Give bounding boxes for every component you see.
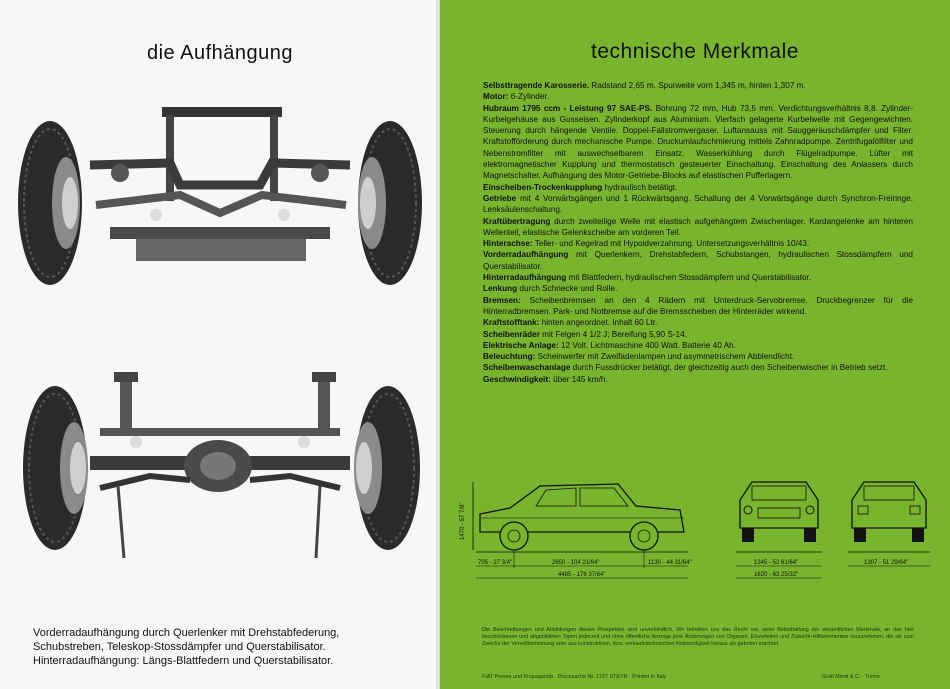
dim-front-track: 1345 - 52 61/64" <box>754 560 799 566</box>
spec-heading: Hinterachse: <box>483 239 533 249</box>
spec-paragraph <box>483 329 913 340</box>
caption-line: Schubstreben, Teleskop-Stossdämpfer und Querstabilisator. <box>33 641 326 653</box>
spec-paragraph <box>483 362 913 373</box>
spec-body: 6-Zylinder. <box>508 92 549 102</box>
caption-line: Hinterradaufhängung: Längs-Blattfedern und Querstabilisator. <box>33 655 334 667</box>
spec-paragraph <box>483 182 913 193</box>
spec-paragraph <box>483 351 913 362</box>
left-page-title: die Aufhängung <box>146 42 294 64</box>
spec-heading: Kraftstofftank: <box>483 318 540 328</box>
spec-body: hinten angeordnet. Inhalt 60 Ltr. <box>539 318 658 328</box>
dim-front-overhang: 705 - 27 3/4" <box>478 560 513 566</box>
spec-body: mit Blattfedern, hydraulischen Stossdämpfern und Querstabilisator. <box>566 273 812 283</box>
spec-heading: Bremsen: <box>483 295 521 305</box>
spec-heading: Lenkung <box>483 284 518 294</box>
spec-heading: Einscheiben-Trockenkupplung <box>483 182 603 192</box>
spec-paragraph <box>483 193 913 216</box>
spec-body: durch Fussdrücker betätigt, der gleichzeitig auch den Scheibenwischer in Betrieb setzt. <box>570 363 888 373</box>
spec-body: hydraulisch betätigt. <box>602 182 678 192</box>
spec-heading: Scheibenräder <box>483 329 540 339</box>
spec-heading: Elektrische Anlage: <box>483 340 559 350</box>
spec-heading: Getriebe <box>483 193 517 203</box>
spec-body: Bohrung 72 mm, Hub 73,5 mm. Verdichtungsverhältnis 8,8. Zylinder-Kurbelgehäuse aus Gusseisen. Zylinderkopf aus Aluminium. Vierfach gelagerte Kurbelwelle mit Gegengewichten. Steuerung durch hängende Ventile. Doppel-Fallstromvergaser. Luftansauss mit Sauggeräuschdämpfer und Filter. Kraftstofförderung durch mechanische Pumpe. Druckumlaufschmierung mittels Zahnradpumpe. Zentrifugalölfilter und Nebenstromfilter mit auswechselbarem Einsatz. Wasserkühlung durch Flügelradpumpe. Lüfter mit elektromagnetischer Kupplung und thermostatisch gesteuerter Einschaltung. Einschaltung des Anlassers durch Magnetschalter. Aufhängung des Motor-Getriebe-Blocks auf elastischen Pufferlagern. <box>483 103 914 181</box>
dimension-drawings <box>440 470 950 610</box>
spec-heading: Selbsttragende Karosserie. <box>483 81 590 90</box>
disclaimer-text: Die Beschreibungen und Abbildungen dieses Prospektes sind unverbindlich. Wir behalten uns das Recht vor, unter Beibehaltung der wesentlichen Merkmale, an den hier beschriebenen und abgebildeten Typen jederzeit und ohne öffentliche Anzeige jene Änderungen von Organen, Einzelteilen und Zubehör-Hilfselementen vorzunehmen, die sie zum Zwecke der Vervollkommnung oder aus konstruktiven, bzw. verkaufstechnischen Notwendigkeit heraus als geboten erachtet. <box>482 627 914 648</box>
spec-heading: Beleuchtung: <box>483 352 536 362</box>
spec-heading: Hinterradaufhängung <box>483 273 567 283</box>
dim-front-width: 1620 - 63 25/32" <box>754 572 799 578</box>
dim-rear-overhang: 1130 - 44 31/64" <box>648 560 692 566</box>
left-page <box>0 0 440 689</box>
right-page-title: technische Merkmale <box>591 40 799 63</box>
spec-paragraph <box>483 249 913 272</box>
print-credit: FIAT Presse und Propaganda · Drucksache Nr. 1727 STEYR · Printed in Italy <box>482 674 667 680</box>
spec-heading: Kraftübertragung <box>483 216 551 226</box>
spec-heading: Vorderradaufhängung <box>483 250 569 260</box>
spec-body: Radstand 2,65 m. Spurweite vorn 1,345 m, hinten 1,307 m. <box>589 81 806 90</box>
spec-body: mit Querlenkern, Drehstabfedern, Schubstangen, hydraulischen Stossdämpfern und Querstabilisator. <box>483 250 913 271</box>
spec-body: mit Felgen 4 1/2 J; Bereifung 5,90 S-14. <box>539 329 687 339</box>
spec-paragraph <box>483 374 913 385</box>
caption-line: Vorderradaufhängung durch Querlenker mit Drehstabfederung, <box>33 627 340 639</box>
spec-paragraph <box>483 272 913 283</box>
spec-paragraph <box>483 295 913 318</box>
spec-body: über 145 km/h. <box>550 374 608 384</box>
spec-paragraph <box>483 216 913 239</box>
suspension-caption <box>33 626 413 668</box>
spec-heading: Geschwindigkeit: <box>483 374 551 384</box>
spec-heading: Motor: <box>483 92 509 102</box>
dim-height: 1470 - 57 7/8" <box>460 502 466 540</box>
dim-wheelbase: 2650 - 104 21/64" <box>552 560 600 566</box>
spec-paragraph <box>483 317 913 328</box>
spec-paragraph <box>483 340 913 351</box>
spec-paragraph <box>483 283 913 294</box>
rear-suspension-photo <box>0 368 440 568</box>
right-page <box>440 0 950 689</box>
spec-body: durch Schnecke und Rolle. <box>517 284 618 294</box>
dim-rear-track: 1307 - 51 29/64" <box>864 560 909 566</box>
spec-paragraph <box>483 238 913 249</box>
dim-overall-length: 4485 - 176 37/64" <box>558 572 606 578</box>
spec-paragraph <box>483 103 913 182</box>
spec-heading: Hubraum 1795 ccm - Leistung 97 SAE-PS. <box>483 103 653 113</box>
spec-body: Scheibenbremsen an den 4 Rädern mit Unterdruck-Servobremse. Druckbegrenzer für die Hinterradbremsen. Park- und Notbremse auf die Bremsscheiben der Hinterräder wirkend. <box>483 295 913 316</box>
front-suspension-photo <box>0 95 440 295</box>
printer-credit: Grafi Monti & C. · Torino <box>822 674 880 680</box>
spec-body: 12 Volt. Lichtmaschine 400 Watt. Batterie 40 Ah. <box>558 340 736 350</box>
spec-heading: Scheibenwaschanlage <box>483 363 571 373</box>
spec-body: Teller- und Kegelrad mit Hypoidverzahnung. Untersetzungsverhältnis 10/43. <box>532 239 810 249</box>
spec-paragraph <box>483 80 913 91</box>
spec-body: durch zweiteilige Welle mit elastisch aufgehängtem Zwischenlager. Kardangelenke am hinteren Wellenteil, elastische Gelenkscheibe am vorderen Teil. <box>483 216 913 237</box>
spec-paragraph <box>483 91 913 102</box>
spec-body: Scheinwerfer mit Zweifadenlampen und asymmetrischem Abblendlicht. <box>535 352 795 362</box>
spec-list <box>483 80 913 385</box>
spec-body: mit 4 Vorwärtsgängen und 1 Rückwärtsgang. Schaltung der 4 Vorwärtsgänge durch Synchron-Freiringe. Lenksäulenschaltung. <box>483 193 913 215</box>
